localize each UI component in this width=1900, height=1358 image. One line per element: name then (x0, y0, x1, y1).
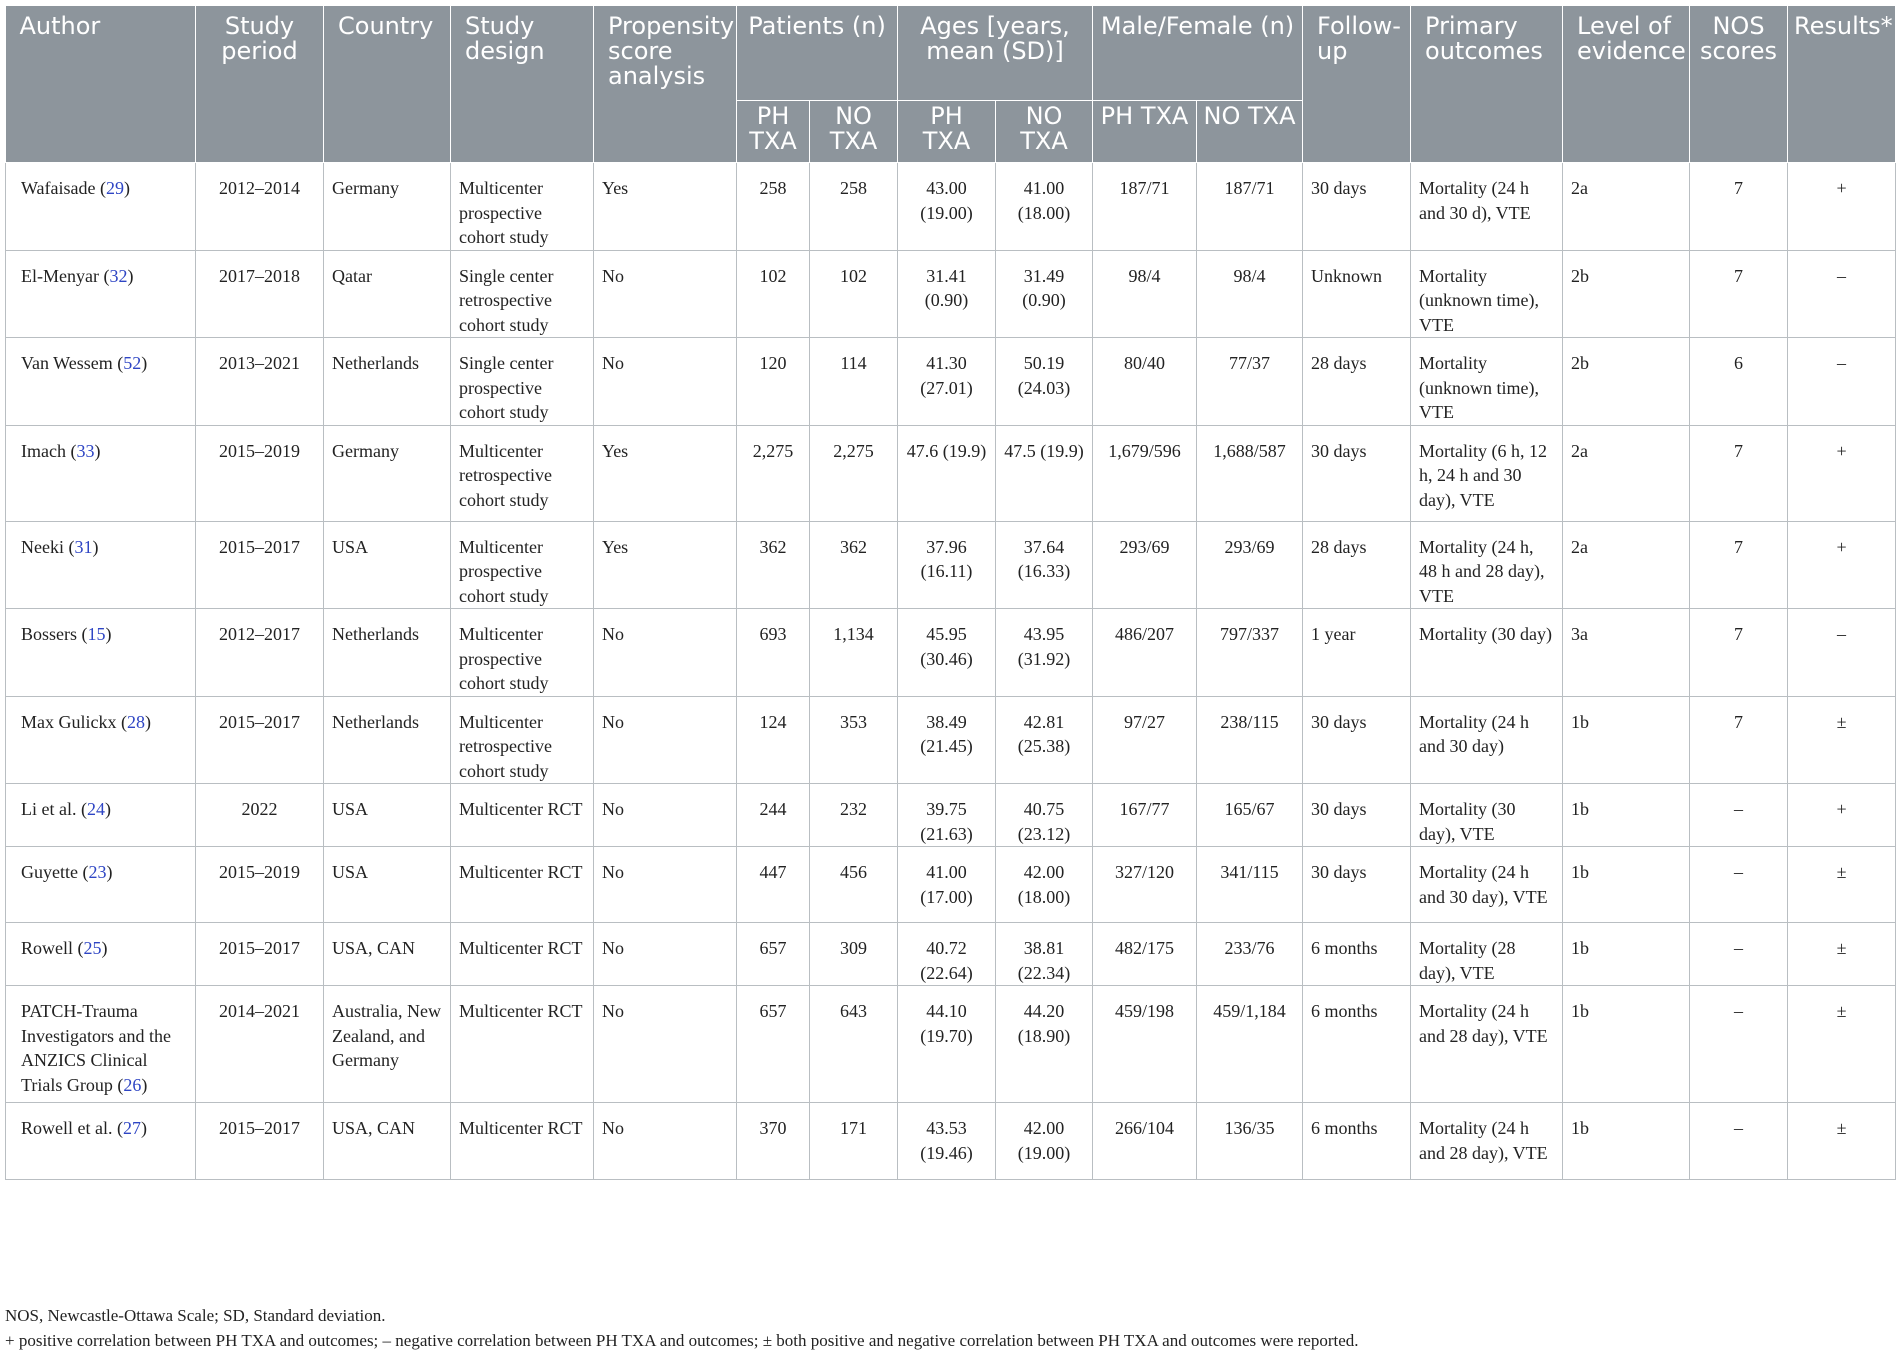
study-design-cell: Multicenter RCT (451, 923, 594, 986)
age-ph-txa-cell: 45.95 (30.46) (898, 609, 996, 697)
reference-link[interactable]: 27 (122, 1118, 141, 1138)
country-cell: USA, CAN (324, 1103, 451, 1180)
level-of-evidence-cell: 2b (1563, 250, 1690, 338)
result-cell: + (1788, 425, 1896, 521)
study-design-cell: Multicenter retrospective cohort study (451, 696, 594, 784)
table-row (6, 696, 1896, 784)
follow-up-cell: 30 days (1303, 847, 1411, 923)
follow-up-cell: 28 days (1303, 521, 1411, 609)
header-study-period: Study period (196, 6, 324, 163)
propensity-cell: No (594, 923, 737, 986)
study-design-cell: Multicenter prospective cohort study (451, 521, 594, 609)
male-female-no-txa-cell: 98/4 (1197, 250, 1303, 338)
result-cell: ± (1788, 986, 1896, 1103)
age-ph-txa-cell: 41.00 (17.00) (898, 847, 996, 923)
nos-score-cell: – (1690, 1103, 1788, 1180)
author-cell: Wafaisade (29) (6, 163, 196, 251)
author-name: Rowell et al. (21, 1118, 113, 1138)
patients-ph-txa-cell: 120 (737, 338, 810, 426)
reference-link[interactable]: 32 (109, 265, 128, 286)
primary-outcomes-cell: Mortality (6 h, 12 h, 24 h and 30 day), VTE (1411, 425, 1563, 521)
age-ph-txa-cell: 43.53 (19.46) (898, 1103, 996, 1180)
follow-up-cell: 1 year (1303, 609, 1411, 697)
table-row (6, 163, 1896, 251)
study-design-cell: Multicenter RCT (451, 1103, 594, 1180)
patients-ph-txa-cell: 657 (737, 923, 810, 986)
author-name: Guyette (21, 862, 78, 882)
country-cell: Netherlands (324, 696, 451, 784)
header-results: Results* (1788, 6, 1896, 163)
author-name: Van Wessem (21, 353, 113, 373)
country-cell: Australia, New Zealand, and Germany (324, 986, 451, 1103)
header-mf-no-txa: NO TXA (1197, 101, 1303, 163)
author-cell: Neeki (31) (6, 521, 196, 609)
patients-ph-txa-cell: 693 (737, 609, 810, 697)
follow-up-cell: 6 months (1303, 1103, 1411, 1180)
author-cell: PATCH-Trauma Investigators and the ANZICS Clinical Trials Group (26) (6, 986, 196, 1103)
country-cell: USA (324, 784, 451, 847)
nos-score-cell: – (1690, 923, 1788, 986)
patients-no-txa-cell: 353 (810, 696, 898, 784)
male-female-ph-txa-cell: 459/198 (1093, 986, 1197, 1103)
age-no-txa-cell: 40.75 (23.12) (996, 784, 1093, 847)
header-author: Author (6, 6, 196, 163)
male-female-ph-txa-cell: 486/207 (1093, 609, 1197, 697)
male-female-ph-txa-cell: 293/69 (1093, 521, 1197, 609)
study-design-cell: Multicenter RCT (451, 986, 594, 1103)
header-mf-ph-txa: PH TXA (1093, 101, 1197, 163)
country-cell: USA, CAN (324, 923, 451, 986)
result-cell: + (1788, 163, 1896, 251)
follow-up-cell: 30 days (1303, 696, 1411, 784)
patients-ph-txa-cell: 447 (737, 847, 810, 923)
follow-up-cell: 28 days (1303, 338, 1411, 426)
level-of-evidence-cell: 2b (1563, 338, 1690, 426)
patients-no-txa-cell: 102 (810, 250, 898, 338)
propensity-cell: No (594, 986, 737, 1103)
header-propensity: Propensity score analysis (594, 6, 737, 163)
nos-score-cell: – (1690, 784, 1788, 847)
male-female-no-txa-cell: 165/67 (1197, 784, 1303, 847)
age-ph-txa-cell: 41.30 (27.01) (898, 338, 996, 426)
header-nos-scores: NOS scores (1690, 6, 1788, 163)
age-no-txa-cell: 38.81 (22.34) (996, 923, 1093, 986)
age-no-txa-cell: 47.5 (19.9) (996, 425, 1093, 521)
author-name: El-Menyar (21, 265, 99, 286)
primary-outcomes-cell: Mortality (24 h and 28 day), VTE (1411, 986, 1563, 1103)
study-period-cell: 2015–2019 (196, 425, 324, 521)
study-design-cell: Multicenter prospective cohort study (451, 163, 594, 251)
study-period-cell: 2013–2021 (196, 338, 324, 426)
study-period-cell: 2012–2017 (196, 609, 324, 697)
propensity-cell: Yes (594, 163, 737, 251)
patients-no-txa-cell: 1,134 (810, 609, 898, 697)
male-female-no-txa-cell: 797/337 (1197, 609, 1303, 697)
propensity-cell: No (594, 338, 737, 426)
patients-no-txa-cell: 114 (810, 338, 898, 426)
study-period-cell: 2012–2014 (196, 163, 324, 251)
patients-ph-txa-cell: 370 (737, 1103, 810, 1180)
patients-no-txa-cell: 232 (810, 784, 898, 847)
result-cell: ± (1788, 847, 1896, 923)
table-row (6, 923, 1896, 986)
nos-score-cell: 7 (1690, 163, 1788, 251)
primary-outcomes-cell: Mortality (24 h and 30 d), VTE (1411, 163, 1563, 251)
country-cell: Germany (324, 163, 451, 251)
primary-outcomes-cell: Mortality (24 h and 30 day) (1411, 696, 1563, 784)
male-female-ph-txa-cell: 266/104 (1093, 1103, 1197, 1180)
table-row (6, 250, 1896, 338)
reference-link[interactable]: 24 (86, 799, 105, 819)
primary-outcomes-cell: Mortality (unknown time), VTE (1411, 250, 1563, 338)
age-no-txa-cell: 42.81 (25.38) (996, 696, 1093, 784)
nos-score-cell: 7 (1690, 609, 1788, 697)
age-ph-txa-cell: 47.6 (19.9) (898, 425, 996, 521)
header-ages-no-txa: NO TXA (996, 101, 1093, 163)
patients-no-txa-cell: 309 (810, 923, 898, 986)
author-name: Imach (21, 440, 66, 461)
nos-score-cell: – (1690, 847, 1788, 923)
level-of-evidence-cell: 2a (1563, 163, 1690, 251)
header-follow-up: Follow-up (1303, 6, 1411, 163)
level-of-evidence-cell: 1b (1563, 847, 1690, 923)
primary-outcomes-cell: Mortality (24 h and 30 day), VTE (1411, 847, 1563, 923)
author-cell: Max Gulickx (28) (6, 696, 196, 784)
reference-link[interactable]: 25 (83, 938, 102, 958)
level-of-evidence-cell: 1b (1563, 986, 1690, 1103)
patients-ph-txa-cell: 657 (737, 986, 810, 1103)
patients-ph-txa-cell: 2,275 (737, 425, 810, 521)
nos-score-cell: 7 (1690, 425, 1788, 521)
primary-outcomes-cell: Mortality (30 day), VTE (1411, 784, 1563, 847)
level-of-evidence-cell: 1b (1563, 784, 1690, 847)
author-name: Rowell (21, 938, 73, 958)
table-row (6, 986, 1896, 1103)
table-row (6, 609, 1896, 697)
age-no-txa-cell: 50.19 (24.03) (996, 338, 1093, 426)
study-design-cell: Single center retrospective cohort study (451, 250, 594, 338)
male-female-ph-txa-cell: 97/27 (1093, 696, 1197, 784)
reference-link[interactable]: 52 (123, 353, 142, 373)
propensity-cell: No (594, 1103, 737, 1180)
reference-link[interactable]: 28 (126, 711, 145, 732)
country-cell: Germany (324, 425, 451, 521)
result-cell: ± (1788, 923, 1896, 986)
country-cell: USA (324, 521, 451, 609)
level-of-evidence-cell: 1b (1563, 696, 1690, 784)
propensity-cell: Yes (594, 521, 737, 609)
header-level-of-evidence: Level of evidence (1563, 6, 1690, 163)
level-of-evidence-cell: 1b (1563, 1103, 1690, 1180)
study-characteristics-table (5, 6, 1896, 1180)
nos-score-cell: 7 (1690, 521, 1788, 609)
footnote-abbreviations: NOS, Newcastle-Ottawa Scale; SD, Standard deviation. (5, 1306, 386, 1325)
table-row (6, 425, 1896, 521)
author-cell: Imach (33) (6, 425, 196, 521)
header-study-design: Study design (451, 6, 594, 163)
patients-ph-txa-cell: 362 (737, 521, 810, 609)
country-cell: Qatar (324, 250, 451, 338)
male-female-ph-txa-cell: 80/40 (1093, 338, 1197, 426)
follow-up-cell: 6 months (1303, 923, 1411, 986)
primary-outcomes-cell: Mortality (28 day), VTE (1411, 923, 1563, 986)
header-row-top (6, 6, 1896, 101)
study-design-cell: Single center prospective cohort study (451, 338, 594, 426)
follow-up-cell: 30 days (1303, 784, 1411, 847)
header-ages-ph-txa: PH TXA (898, 101, 996, 163)
level-of-evidence-cell: 1b (1563, 923, 1690, 986)
reference-link[interactable]: 15 (87, 624, 106, 644)
country-cell: USA (324, 847, 451, 923)
footnote-results-legend: + positive correlation between PH TXA and outcomes; – negative correlation between PH TXA and outcomes; ± both positive and negative correlation between PH TXA and outcomes were reported. (5, 1331, 1359, 1350)
age-no-txa-cell: 43.95 (31.92) (996, 609, 1093, 697)
table-row (6, 847, 1896, 923)
nos-score-cell: – (1690, 986, 1788, 1103)
reference-link[interactable]: 29 (106, 178, 125, 198)
male-female-no-txa-cell: 77/37 (1197, 338, 1303, 426)
propensity-cell: No (594, 609, 737, 697)
male-female-ph-txa-cell: 98/4 (1093, 250, 1197, 338)
author-name: Max Gulickx (21, 711, 117, 732)
male-female-no-txa-cell: 238/115 (1197, 696, 1303, 784)
age-ph-txa-cell: 40.72 (22.64) (898, 923, 996, 986)
patients-ph-txa-cell: 102 (737, 250, 810, 338)
study-period-cell: 2015–2017 (196, 521, 324, 609)
table-body (6, 163, 1896, 1180)
patients-no-txa-cell: 456 (810, 847, 898, 923)
header-primary-outcomes: Primary outcomes (1411, 6, 1563, 163)
follow-up-cell: 6 months (1303, 986, 1411, 1103)
study-design-cell: Multicenter RCT (451, 784, 594, 847)
study-period-cell: 2015–2019 (196, 847, 324, 923)
header-male-female: Male/Female (n) (1093, 6, 1303, 101)
header-patients-ph-txa: PH TXA (737, 101, 810, 163)
patients-ph-txa-cell: 244 (737, 784, 810, 847)
male-female-ph-txa-cell: 1,679/596 (1093, 425, 1197, 521)
primary-outcomes-cell: Mortality (24 h, 48 h and 28 day), VTE (1411, 521, 1563, 609)
study-period-cell: 2015–2017 (196, 696, 324, 784)
male-female-no-txa-cell: 136/35 (1197, 1103, 1303, 1180)
age-ph-txa-cell: 31.41 (0.90) (898, 250, 996, 338)
study-design-cell: Multicenter retrospective cohort study (451, 425, 594, 521)
study-design-cell: Multicenter RCT (451, 847, 594, 923)
result-cell: ± (1788, 1103, 1896, 1180)
patients-ph-txa-cell: 124 (737, 696, 810, 784)
propensity-cell: No (594, 250, 737, 338)
author-cell: Li et al. (24) (6, 784, 196, 847)
table-row (6, 521, 1896, 609)
result-cell: – (1788, 250, 1896, 338)
level-of-evidence-cell: 2a (1563, 425, 1690, 521)
male-female-ph-txa-cell: 327/120 (1093, 847, 1197, 923)
propensity-cell: No (594, 847, 737, 923)
study-period-cell: 2022 (196, 784, 324, 847)
male-female-no-txa-cell: 341/115 (1197, 847, 1303, 923)
nos-score-cell: 6 (1690, 338, 1788, 426)
primary-outcomes-cell: Mortality (30 day) (1411, 609, 1563, 697)
male-female-ph-txa-cell: 482/175 (1093, 923, 1197, 986)
follow-up-cell: Unknown (1303, 250, 1411, 338)
age-ph-txa-cell: 37.96 (16.11) (898, 521, 996, 609)
patients-no-txa-cell: 258 (810, 163, 898, 251)
follow-up-cell: 30 days (1303, 425, 1411, 521)
patients-no-txa-cell: 2,275 (810, 425, 898, 521)
male-female-no-txa-cell: 459/1,184 (1197, 986, 1303, 1103)
propensity-cell: No (594, 696, 737, 784)
nos-score-cell: 7 (1690, 250, 1788, 338)
result-cell: + (1788, 784, 1896, 847)
reference-link[interactable]: 26 (123, 1074, 142, 1095)
age-ph-txa-cell: 38.49 (21.45) (898, 696, 996, 784)
result-cell: – (1788, 338, 1896, 426)
male-female-no-txa-cell: 233/76 (1197, 923, 1303, 986)
author-name: Neeki (21, 536, 64, 557)
age-no-txa-cell: 44.20 (18.90) (996, 986, 1093, 1103)
patients-ph-txa-cell: 258 (737, 163, 810, 251)
author-cell: Rowell et al. (27) (6, 1103, 196, 1180)
primary-outcomes-cell: Mortality (unknown time), VTE (1411, 338, 1563, 426)
table-row (6, 784, 1896, 847)
header-ages: Ages [years, mean (SD)] (898, 6, 1093, 101)
propensity-cell: No (594, 784, 737, 847)
author-name: Bossers (21, 624, 78, 644)
author-name: Li et al. (21, 799, 77, 819)
primary-outcomes-cell: Mortality (24 h and 28 day), VTE (1411, 1103, 1563, 1180)
reference-link[interactable]: 33 (76, 440, 95, 461)
age-no-txa-cell: 42.00 (18.00) (996, 847, 1093, 923)
patients-no-txa-cell: 171 (810, 1103, 898, 1180)
age-ph-txa-cell: 39.75 (21.63) (898, 784, 996, 847)
male-female-no-txa-cell: 1,688/587 (1197, 425, 1303, 521)
reference-link[interactable]: 23 (88, 862, 107, 882)
table-row (6, 338, 1896, 426)
study-design-cell: Multicenter prospective cohort study (451, 609, 594, 697)
study-period-cell: 2015–2017 (196, 1103, 324, 1180)
result-cell: – (1788, 609, 1896, 697)
country-cell: Netherlands (324, 609, 451, 697)
result-cell: + (1788, 521, 1896, 609)
author-cell: Van Wessem (52) (6, 338, 196, 426)
table-container (5, 6, 1895, 1180)
author-cell: Rowell (25) (6, 923, 196, 986)
male-female-ph-txa-cell: 187/71 (1093, 163, 1197, 251)
male-female-no-txa-cell: 187/71 (1197, 163, 1303, 251)
result-cell: ± (1788, 696, 1896, 784)
header-country: Country (324, 6, 451, 163)
age-no-txa-cell: 37.64 (16.33) (996, 521, 1093, 609)
age-ph-txa-cell: 43.00 (19.00) (898, 163, 996, 251)
author-name: PATCH-Trauma Investigators and the ANZICS Clinical Trials Group (21, 1001, 171, 1095)
study-period-cell: 2015–2017 (196, 923, 324, 986)
male-female-no-txa-cell: 293/69 (1197, 521, 1303, 609)
author-cell: Guyette (23) (6, 847, 196, 923)
patients-no-txa-cell: 362 (810, 521, 898, 609)
propensity-cell: Yes (594, 425, 737, 521)
header-patients: Patients (n) (737, 6, 898, 101)
author-cell: El-Menyar (32) (6, 250, 196, 338)
level-of-evidence-cell: 2a (1563, 521, 1690, 609)
level-of-evidence-cell: 3a (1563, 609, 1690, 697)
nos-score-cell: 7 (1690, 696, 1788, 784)
follow-up-cell: 30 days (1303, 163, 1411, 251)
patients-no-txa-cell: 643 (810, 986, 898, 1103)
author-name: Wafaisade (21, 178, 96, 198)
country-cell: Netherlands (324, 338, 451, 426)
table-row (6, 1103, 1896, 1180)
study-period-cell: 2014–2021 (196, 986, 324, 1103)
table-header (6, 6, 1896, 163)
header-patients-no-txa: NO TXA (810, 101, 898, 163)
male-female-ph-txa-cell: 167/77 (1093, 784, 1197, 847)
age-no-txa-cell: 41.00 (18.00) (996, 163, 1093, 251)
author-cell: Bossers (15) (6, 609, 196, 697)
age-ph-txa-cell: 44.10 (19.70) (898, 986, 996, 1103)
reference-link[interactable]: 31 (74, 536, 93, 557)
age-no-txa-cell: 31.49 (0.90) (996, 250, 1093, 338)
study-period-cell: 2017–2018 (196, 250, 324, 338)
age-no-txa-cell: 42.00 (19.00) (996, 1103, 1093, 1180)
